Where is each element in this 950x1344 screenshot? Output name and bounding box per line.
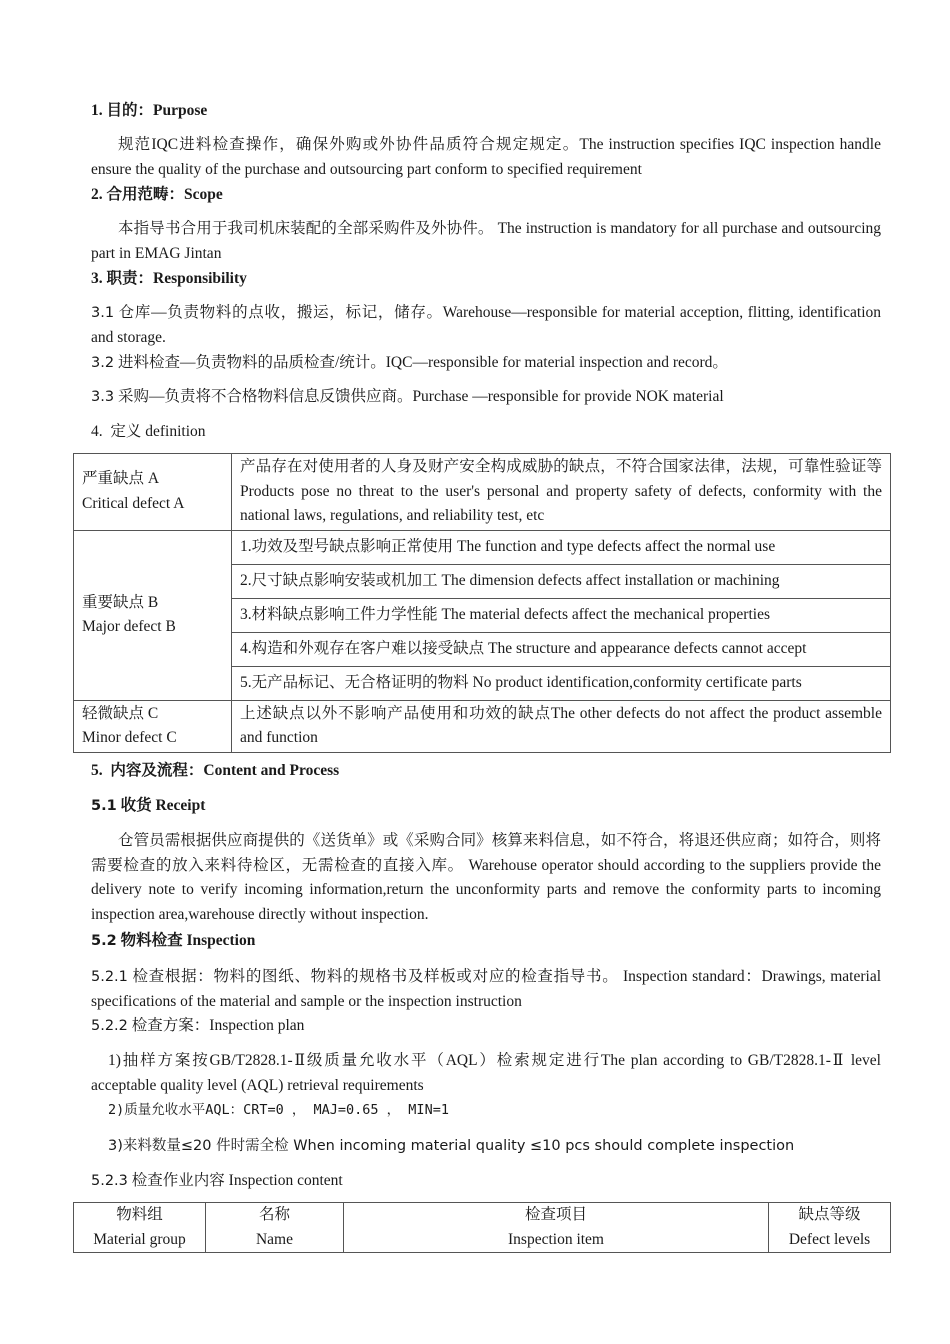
header-en: Defect levels xyxy=(788,1230,871,1248)
section-5-2-heading xyxy=(91,929,881,954)
inspection-plan-3: 3)来料数量≤20 件时需全检 When incoming material quality ≤10 pcs should complete inspection xyxy=(108,1138,795,1154)
responsibility-item xyxy=(91,351,881,376)
item-number: 3.3 xyxy=(91,389,115,405)
defect-category-major xyxy=(74,530,232,700)
section-number: 5.2 xyxy=(91,933,117,949)
section-4-heading xyxy=(91,420,881,445)
section-number: 4. xyxy=(91,423,103,440)
item-text: 检查根据：物料的图纸、物料的规格书及样板或对应的检查指导书。 Inspection standard：Drawings, material specifications of the material and sample or the inspection instruction xyxy=(91,968,882,1010)
defect-description: 上述缺点以外不影响产品使用和功效的缺点The other defects do not affect the product assemble and function xyxy=(232,700,891,752)
column-header-name xyxy=(206,1203,344,1253)
section-title: 内容及流程：Content and Process xyxy=(110,762,340,779)
header-zh: 物料组 xyxy=(116,1206,163,1223)
section-3-heading xyxy=(91,267,881,292)
section-number: 5.1 xyxy=(91,798,117,814)
section-number: 1. xyxy=(91,102,103,119)
section-5-1-body: 仓管员需根据供应商提供的《送货单》或《采购合同》核算来料信息，如不符合，将退还供应商；如符合，则将需要检查的放入来料待检区，无需检查的直接入库。 Warehouse operator should according to the suppliers provide the delivery note to verify incoming information,return the unconformity parts and remove the conformity parts to incoming inspection area,warehouse directly without inspection. xyxy=(91,832,881,923)
defect-category-minor xyxy=(74,700,232,752)
header-zh: 缺点等级 xyxy=(798,1206,861,1223)
defect-description: 1.功效及型号缺点影响正常使用 The function and type defects affect the normal use xyxy=(232,530,891,564)
section-title: 定义 definition xyxy=(110,423,206,440)
table-header-row xyxy=(74,1203,891,1253)
section-number: 3. xyxy=(91,270,103,287)
item-number: 5.2.3 xyxy=(91,1173,128,1189)
header-en: Inspection item xyxy=(508,1230,604,1248)
item-text: 进料检查—负责物料的品质检查/统计。IQC—responsible for material inspection and record。 xyxy=(117,354,728,371)
section-5-heading xyxy=(91,759,881,784)
item-text: 采购—负责将不合格物料信息反馈供应商。Purchase —responsible for provide NOK material xyxy=(117,388,724,405)
column-header-inspection-item xyxy=(344,1203,769,1253)
item-text: 仓库—负责物料的点收，搬运，标记，储存。Warehouse—responsible for material acception, flitting, identification and storage. xyxy=(91,304,882,346)
table-row xyxy=(74,530,891,564)
category-en: Minor defect C xyxy=(82,729,177,746)
item-text: 检查作业内容 Inspection content xyxy=(131,1172,343,1189)
category-zh: 轻微缺点 C xyxy=(82,704,159,722)
inspection-content-table xyxy=(73,1202,891,1253)
defect-description: 5.无产品标记、无合格证明的物料 No product identification,conformity certificate parts xyxy=(232,666,891,700)
section-5-2-3 xyxy=(91,1169,881,1194)
defect-description: 3.材料缺点影响工件力学性能 The material defects affect the mechanical properties xyxy=(232,598,891,632)
inspection-plan-2: 2)质量允收水平AQL：CRT=0 ， MAJ=0.65 ， MIN=1 xyxy=(108,1102,449,1118)
item-number: 3.2 xyxy=(91,355,115,371)
section-5-2-2 xyxy=(91,1014,881,1039)
section-title: 合用范畴：Scope xyxy=(106,186,223,203)
defect-description: 4.构造和外观存在客户难以接受缺点 The structure and appearance defects cannot accept xyxy=(232,632,891,666)
section-1-body: 规范IQC进料检查操作，确保外购或外协件品质符合规定规定。The instruction specifies IQC inspection handle ensure the quality of the purchase and outsourcing part conform to specified requirement xyxy=(91,136,881,178)
section-2-body: 本指导书合用于我司机床装配的全部采购件及外协件。 The instruction is mandatory for all purchase and outsourcing part in EMAG Jintan xyxy=(91,220,881,262)
table-row xyxy=(74,454,891,531)
section-5-2-1 xyxy=(91,965,881,1014)
item-number: 5.2.2 xyxy=(91,1018,128,1034)
header-en: Material group xyxy=(93,1230,186,1248)
section-2-heading xyxy=(91,183,881,208)
column-header-defect-levels xyxy=(769,1203,891,1253)
responsibility-item xyxy=(91,301,881,350)
section-title: 收货 Receipt xyxy=(120,797,206,814)
item-number: 5.2.1 xyxy=(91,969,128,985)
defect-description: 产品存在对使用者的人身及财产安全构成威胁的缺点，不符合国家法律，法规，可靠性验证等Products pose no threat to the user's personal and property safety of defects, conformity with the national laws, regulations, and reliability test, etc xyxy=(232,454,891,531)
header-zh: 名称 xyxy=(258,1206,290,1223)
category-en: Critical defect A xyxy=(82,494,185,512)
header-en: Name xyxy=(255,1230,293,1248)
table-row xyxy=(74,700,891,752)
responsibility-item xyxy=(91,385,881,410)
column-header-material-group xyxy=(74,1203,206,1253)
defect-description: 2.尺寸缺点影响安装或机加工 The dimension defects affect installation or machining xyxy=(232,564,891,598)
section-number: 2. xyxy=(91,186,103,203)
item-text: 检查方案：Inspection plan xyxy=(131,1017,305,1034)
section-title: 物料检查 Inspection xyxy=(120,932,256,949)
section-title: 目的：Purpose xyxy=(106,102,208,119)
category-zh: 重要缺点 B xyxy=(82,593,159,611)
defect-category-critical xyxy=(74,454,232,531)
defect-definition-table xyxy=(73,453,891,753)
section-number: 5. xyxy=(91,762,103,779)
category-zh: 严重缺点 A xyxy=(82,470,160,487)
section-5-1-heading xyxy=(91,794,881,819)
inspection-plan-1: 1)抽样方案按GB/T2828.1-Ⅱ级质量允收水平（AQL）检索规定进行The plan according to GB/T2828.1-Ⅱ level acceptable quality level (AQL) retrieval requirements xyxy=(91,1052,881,1094)
category-en: Major defect B xyxy=(82,618,176,635)
header-zh: 检查项目 xyxy=(524,1206,587,1223)
section-title: 职责：Responsibility xyxy=(106,270,247,287)
section-1-heading xyxy=(91,99,881,124)
item-number: 3.1 xyxy=(91,305,115,321)
